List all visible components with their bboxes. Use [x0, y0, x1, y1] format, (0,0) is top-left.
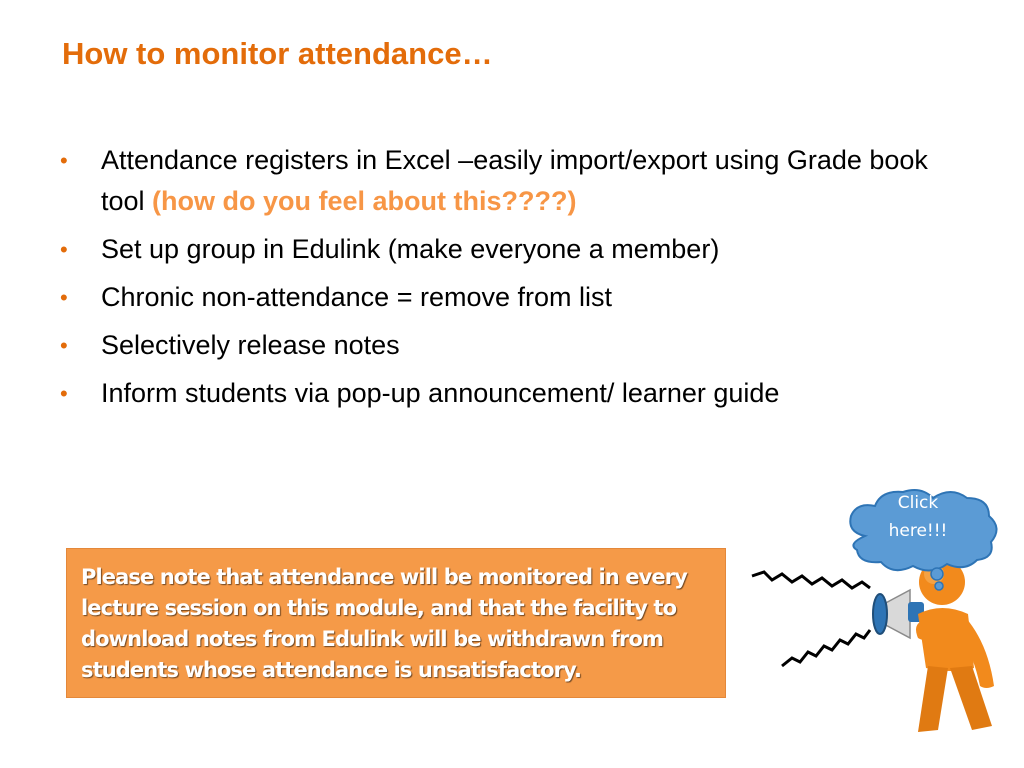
bullet-highlight: (how do you feel about this????): [152, 186, 577, 216]
bullet-text: Set up group in Edulink (make everyone a member): [101, 234, 720, 264]
bullet-icon: •: [60, 381, 68, 406]
attendance-notice-box: [66, 548, 726, 698]
bullet-icon: •: [60, 333, 68, 358]
megaphone-bell-icon: [873, 594, 887, 634]
cloud-tail-icon: [931, 568, 943, 580]
attendance-notice-text: Please note that attendance will be monitored in every lecture session on this module, and that the facility to download notes from Edulink will be withdrawn from students whose attendance is unsatisfactory.: [81, 565, 687, 682]
bullet-text: Selectively release notes: [101, 330, 400, 360]
sound-wave-icon: [782, 630, 870, 666]
figure-leg-icon: [918, 666, 948, 732]
slide-title: How to monitor attendance…: [62, 36, 493, 71]
bullet-item: [60, 277, 960, 318]
callout-line-2[interactable]: here!!!: [888, 521, 948, 541]
bullet-icon: •: [60, 237, 68, 262]
bullet-icon: •: [60, 148, 68, 173]
bullet-text: Attendance registers in Excel –easily import/export using Grade book tool: [101, 145, 928, 216]
bullet-list: [60, 140, 960, 421]
bullet-text: Chronic non-attendance = remove from list: [101, 282, 612, 312]
callout-text[interactable]: [843, 489, 993, 545]
bullet-item: [60, 373, 960, 414]
bullet-icon: •: [60, 285, 68, 310]
callout-line-1[interactable]: Click: [897, 493, 939, 513]
bullet-item: [60, 325, 960, 366]
click-here-callout[interactable]: [843, 484, 1003, 594]
cloud-tail-icon: [935, 582, 943, 590]
bullet-text: Inform students via pop-up announcement/ learner guide: [101, 378, 780, 408]
bullet-item: [60, 229, 960, 270]
bullet-item: [60, 140, 960, 222]
